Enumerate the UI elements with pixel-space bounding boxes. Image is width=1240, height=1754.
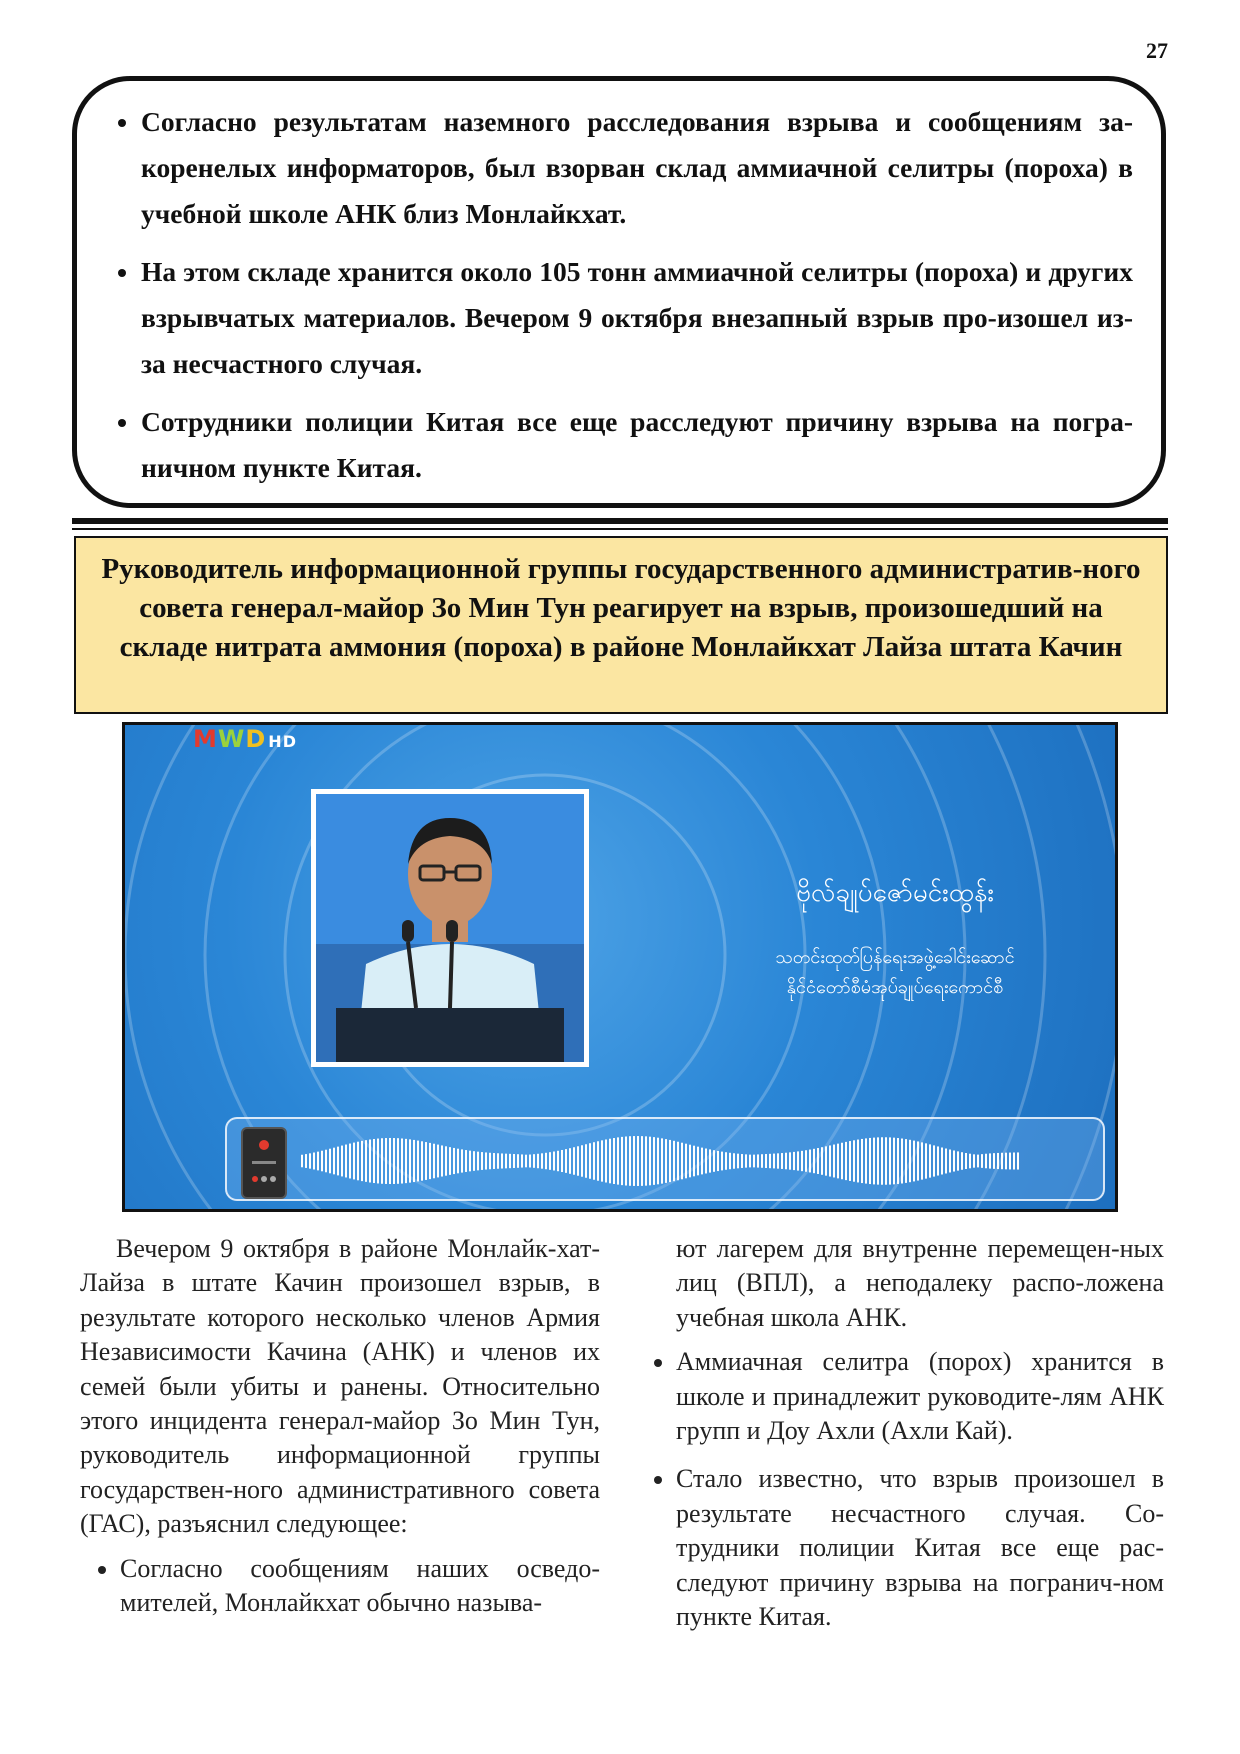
body-list-left — [80, 1552, 600, 1621]
audio-recorder-icon — [241, 1127, 287, 1199]
headline: Руководитель информационной группы государственного административ-ного совета генерал-майор Зо Мин Тун реагирует на взрыв, произошедший на складе нитрата аммония (пороха) в районе Монлайкхат Лайза штата Качин — [101, 553, 1141, 663]
divider-thin — [72, 528, 1168, 530]
summary-bullet: • Сотрудники полиции Китая все еще расследуют причину взрыва на погра-ничном пункте Китая. — [141, 399, 1133, 491]
body-column-right — [636, 1232, 1164, 1648]
speaker-name: ဗိုလ်ချုပ်ဇော်မင်းထွန်း — [796, 878, 994, 908]
news-screenshot — [122, 722, 1118, 1212]
body-bullet: • Стало известно, что взрыв произошел в результате несчастного случая. Со-трудники полиции Китая все еще рас-следуют причину взрыва на погранич-ном пункте Китая. — [676, 1462, 1164, 1634]
speaker-photo — [311, 789, 589, 1067]
intro-paragraph: Вечером 9 октября в районе Монлайк-хат-Лайза в штате Качин произошел взрыв, в результате которого несколько членов Армия Независимости Качина (АНК) и членов их семей были убиты и ранены. Относительно этого инцидента генерал-майор Зо Мин Тун, руководитель информационной группы государствен-ного административного совета (ГАС), разъяснил следующее: — [80, 1234, 600, 1539]
divider-thick — [72, 518, 1168, 524]
audio-waveform-bar — [225, 1117, 1105, 1201]
body-bullet: • Аммиачная селитра (порох) хранится в школе и принадлежит руководите-лям АНК групп и Доу Ахли (Ахли Кай). — [676, 1345, 1164, 1448]
waveform — [301, 1119, 1021, 1203]
summary-bullet: • На этом складе хранится около 105 тонн аммиачной селитры (пороха) и других взрывчатых материалов. Вечером 9 октября внезапный взрыв про-изошел из-за несчастного случая. — [141, 249, 1133, 387]
summary-list — [107, 99, 1133, 491]
summary-box — [72, 76, 1166, 508]
channel-logo: MWD HD — [193, 725, 297, 753]
page-number: 27 — [1146, 38, 1168, 63]
body-list-right — [636, 1345, 1164, 1634]
body-bullet-continuation: ют лагерем для внутренне перемещен-ных лиц (ВПЛ), а неподалеку распо-ложена учебная школа АНК. — [676, 1234, 1164, 1332]
summary-bullet: • Согласно результатам наземного расследования взрыва и сообщениям за-коренелых информаторов, был взорван склад аммиачной селитры (пороха) в учебной школе АНК близ Монлайкхат. — [141, 99, 1133, 237]
headline-box — [74, 536, 1168, 714]
body-column-left — [80, 1232, 600, 1634]
speaker-title: သတင်းထုတ်ပြန်ရေးအဖွဲ့ခေါင်းဆောင် နိုင်ငံတော်စီမံအုပ်ချုပ်ရေးကောင်စီ — [775, 947, 1015, 998]
body-bullet: • Согласно сообщениям наших осведо-мителей, Монлайкхат обычно называ- — [120, 1552, 600, 1621]
